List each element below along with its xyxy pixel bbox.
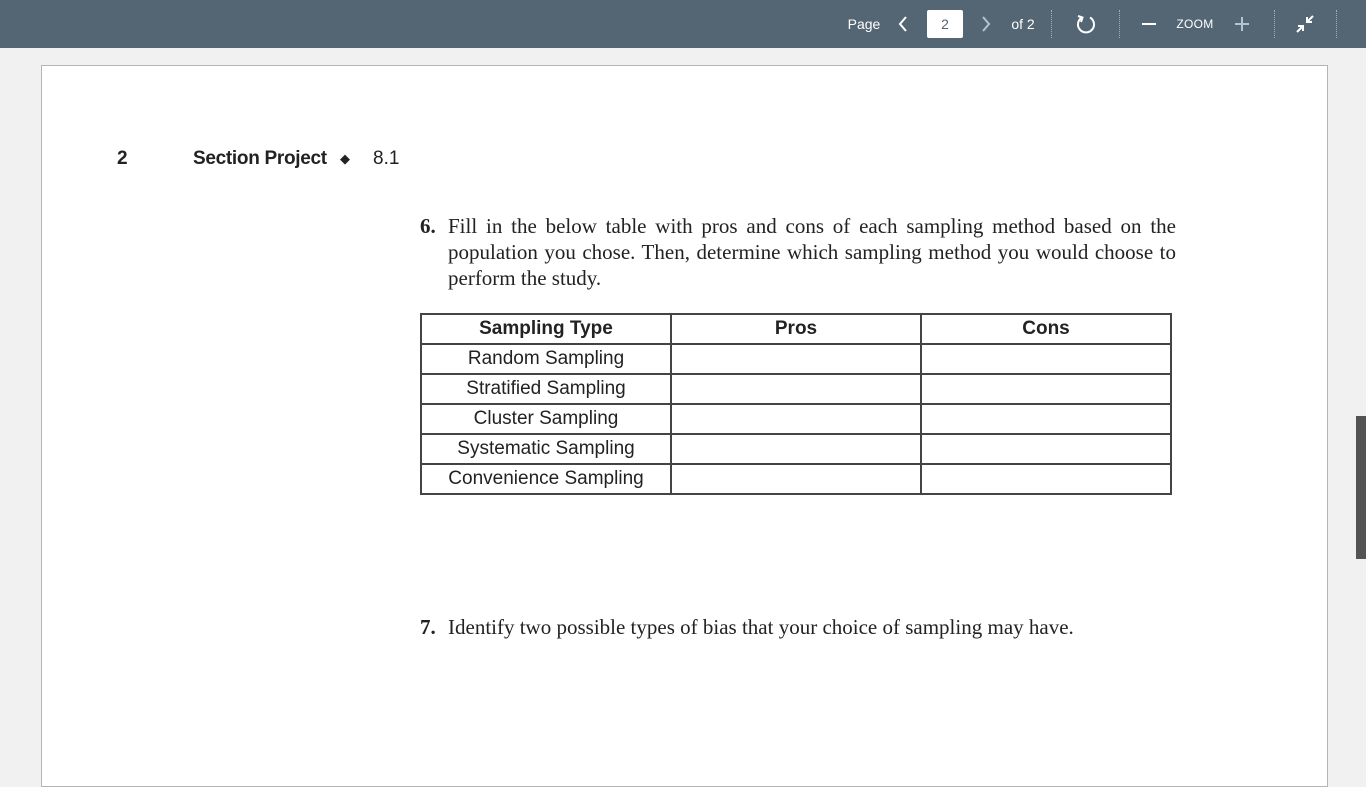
sampling-type-cell: Systematic Sampling [421,434,671,464]
toolbar-divider [1336,10,1337,38]
table-row [421,434,1171,464]
toolbar-divider [1051,10,1052,38]
zoom-in-button[interactable] [1231,0,1253,48]
question-text: Fill in the below table with pros and cons of each sampling method based on the population you chose. Then, determine which sampling method you would choose to perform the study. [448,214,1176,290]
question-6 [420,213,1178,293]
toolbar-divider [1119,10,1120,38]
collapse-icon [1295,14,1315,34]
scrollbar-thumb[interactable] [1356,416,1366,559]
minus-icon [1141,16,1157,32]
question-number: 7. [420,615,436,639]
cons-cell [921,464,1171,494]
sampling-type-cell: Random Sampling [421,344,671,374]
pros-cell [671,374,921,404]
page-label: Page [847,16,881,32]
cons-cell [921,374,1171,404]
table-header-row [421,314,1171,344]
table-row [421,374,1171,404]
table-row [421,464,1171,494]
sampling-type-cell: Convenience Sampling [421,464,671,494]
next-page-button[interactable] [976,0,996,48]
question-7 [420,614,1180,644]
sampling-type-cell: Stratified Sampling [421,374,671,404]
chevron-left-icon [897,15,909,33]
zoom-out-button[interactable] [1138,0,1160,48]
table-row [421,404,1171,434]
diamond-bullet-icon: ◆ [340,151,350,166]
toolbar-divider [1274,10,1275,38]
table-row [421,344,1171,374]
section-number: 8.1 [373,148,400,169]
column-header-pros: Pros [671,314,921,344]
pros-cell [671,404,921,434]
page-number: 2 [117,148,128,169]
cons-cell [921,434,1171,464]
pros-cell [671,434,921,464]
pdf-toolbar [0,0,1366,48]
cons-cell [921,344,1171,374]
plus-icon [1234,16,1250,32]
pros-cell [671,464,921,494]
column-header-cons: Cons [921,314,1171,344]
question-text: Identify two possible types of bias that your choice of sampling may have. [448,615,1074,639]
section-title: Section Project [193,148,327,169]
previous-page-button[interactable] [893,0,913,48]
cons-cell [921,404,1171,434]
chevron-right-icon [980,15,992,33]
exit-fullscreen-button[interactable] [1292,0,1318,48]
column-header-sampling-type: Sampling Type [421,314,671,344]
question-number: 6. [420,214,436,238]
pros-cell [671,344,921,374]
document-page [41,65,1328,787]
refresh-button[interactable] [1072,0,1100,48]
refresh-icon [1075,13,1097,35]
page-number-input[interactable] [927,10,963,38]
sampling-table [420,313,1172,495]
zoom-label: ZOOM [1176,17,1214,31]
page-count-label: of 2 [1011,16,1035,32]
sampling-type-cell: Cluster Sampling [421,404,671,434]
